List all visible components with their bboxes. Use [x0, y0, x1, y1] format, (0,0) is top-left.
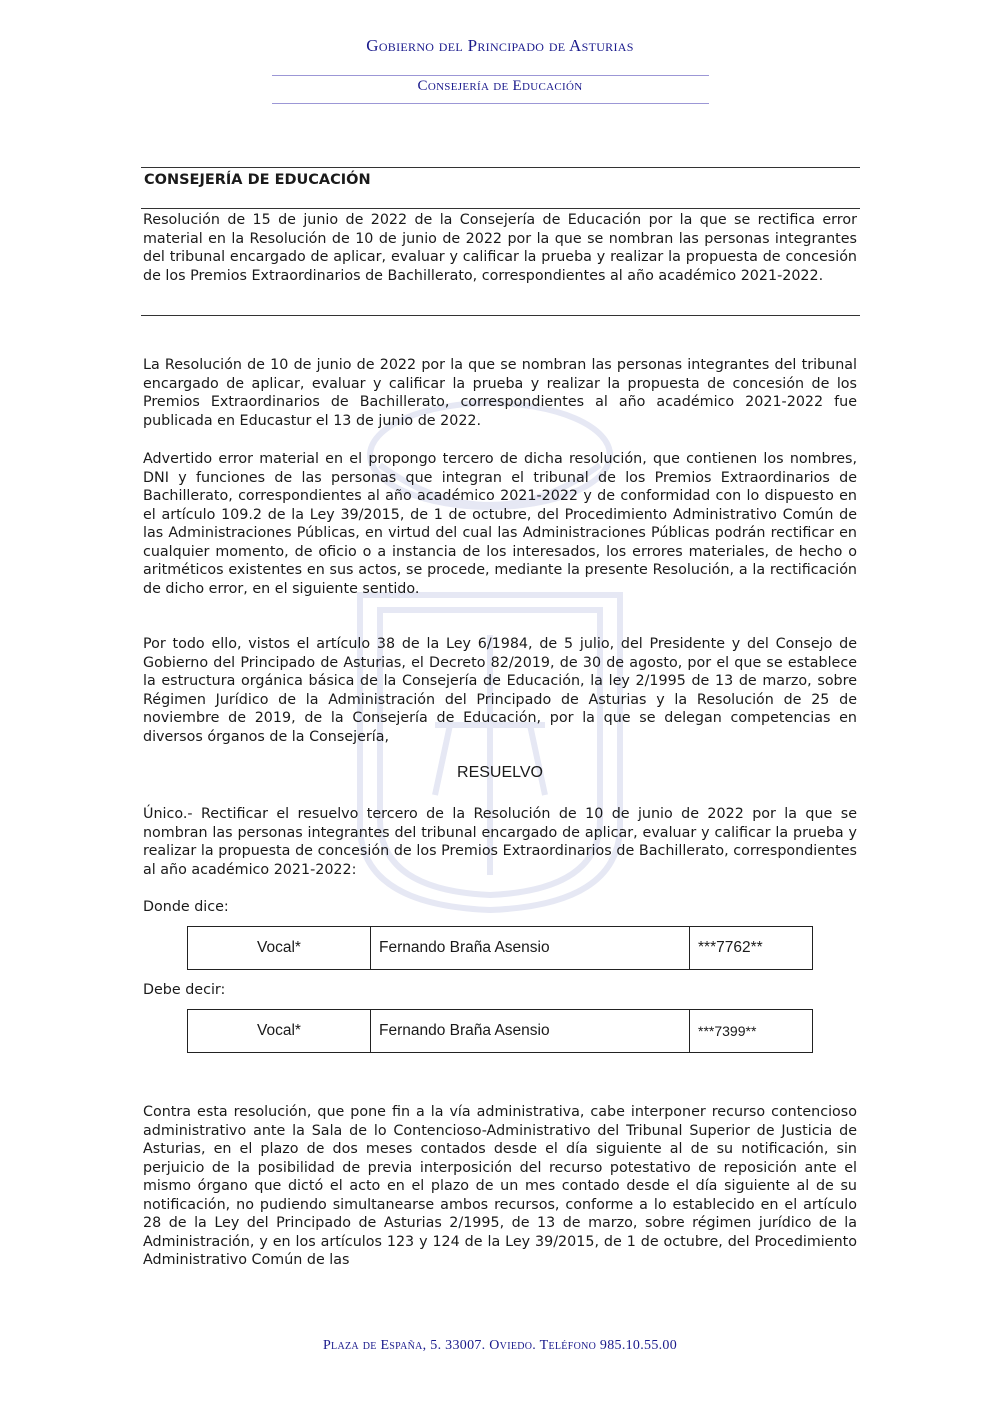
paragraph-unico: Único.- Rectificar el resuelvo tercero de la Resolución de 10 de junio de 2022 por la que se nombran las personas integrantes del tribunal encargado de aplicar, evaluar y calificar la prueba y realizar la propuesta de concesión de los Premios Extraordinarios de Bachillerato, correspondientes al año académico 2021-2022: [143, 806, 857, 878]
name-cell: Fernando Braña Asensio [371, 927, 690, 970]
paragraph-error: Advertido error material en el propongo tercero de dicha resolución, que contienen los nombres, DNI y funciones de las personas que integran el tribunal de los Premios Extraordinarios de Bachillerato, correspondientes al año académico 2021-2022 y de conformidad con lo dispuesto en el artículo 109.2 de la Ley 39/2015, de 1 de octubre, del Procedimiento Administrativo Común de las Administraciones Públicas, en virtud del cual las Administraciones Públicas podrán rectificar en cualquier momento, de oficio o a instancia de los interesados, los errores materiales, de hecho o aritméticos existentes en sus actos, se procede, mediante la presente Resolución, a la rectificación de dicho error, en el siguiente sentido. [143, 451, 857, 597]
dni-cell: ***7762** [690, 927, 813, 970]
resuelvo-heading: RESUELVO [457, 764, 543, 781]
debe-decir-table [187, 1009, 813, 1053]
name-cell: Fernando Braña Asensio [371, 1010, 690, 1053]
header-divider-top [272, 75, 709, 76]
dni-cell: ***7399** [690, 1010, 813, 1053]
paragraph-recurso: Contra esta resolución, que pone fin a la vía administrativa, cabe interponer recurso contencioso administrativo ante la Sala de lo Contencioso-Administrativo del Tribunal Superior de Justicia de Asturias, en el plazo de dos meses contados desde el día siguiente al de su notificación, sin perjuicio de la posibilidad de previa interposición del recurso potestativo de reposición ante el mismo órgano que dictó el acto en el plazo de un mes contado desde el día siguiente al de su notificación, no pudiendo simultanearse ambos recursos, conforme a lo establecido en el artículo 28 de la Ley del Principado de Asturias 2/1995, de 13 de marzo, sobre régimen jurídico de la Administración, y en los artículos 123 y 124 de la Ley 39/2015, de 1 de octubre, del Procedimiento Administrativo Común de las [143, 1104, 857, 1268]
section-rule-bottom [141, 315, 860, 316]
table-row [188, 927, 813, 970]
header-subtitle: Consejería de Educación [417, 78, 583, 94]
role-cell: Vocal* [188, 927, 371, 970]
debe-decir-label: Debe decir: [143, 982, 226, 998]
footer-address: Plaza de España, 5. 33007. Oviedo. Teléfono 985.10.55.00 [322, 1338, 678, 1353]
paragraph-publication: La Resolución de 10 de junio de 2022 por la que se nombran las personas integrantes del tribunal encargado de aplicar, evaluar y calificar la prueba y realizar la propuesta de concesión de los Premios Extraordinarios de Bachillerato, correspondientes al año académico 2021-2022 fue publicada en Educastur el 13 de junio de 2022. [143, 357, 857, 429]
donde-dice-table [187, 926, 813, 970]
table-row [188, 1010, 813, 1053]
section-rule-top [141, 167, 860, 168]
donde-dice-label: Donde dice: [143, 899, 229, 915]
paragraph-legal-basis: Por todo ello, vistos el artículo 38 de la Ley 6/1984, de 5 julio, del Presidente y del Consejo de Gobierno del Principado de Asturias, el Decreto 82/2019, de 30 de agosto, por el que se establece la estructura orgánica básica de la Consejería de Educación, la ley 2/1995 de 13 de marzo, sobre Régimen Jurídico de la Administración del Principado de Asturias y la Resolución de 25 de noviembre de 2019, de la Consejería de Educación, por la que se delegan competencias en diversos órganos de la Consejería, [143, 636, 857, 745]
role-cell: Vocal* [188, 1010, 371, 1053]
header-divider-bottom [272, 103, 709, 104]
section-rule-middle [141, 208, 860, 209]
section-title: CONSEJERÍA DE EDUCACIÓN [144, 172, 371, 188]
header-title: Gobierno del Principado de Asturias [366, 36, 634, 55]
resolution-summary: Resolución de 15 de junio de 2022 de la Consejería de Educación por la que se rectifica error material en la Resolución de 10 de junio de 2022 por la que se nombran las personas integrantes del tribunal encargado de aplicar, evaluar y calificar la prueba y realizar la propuesta de concesión de los Premios Extraordinarios de Bachillerato, correspondientes al año académico 2021-2022. [143, 212, 857, 284]
